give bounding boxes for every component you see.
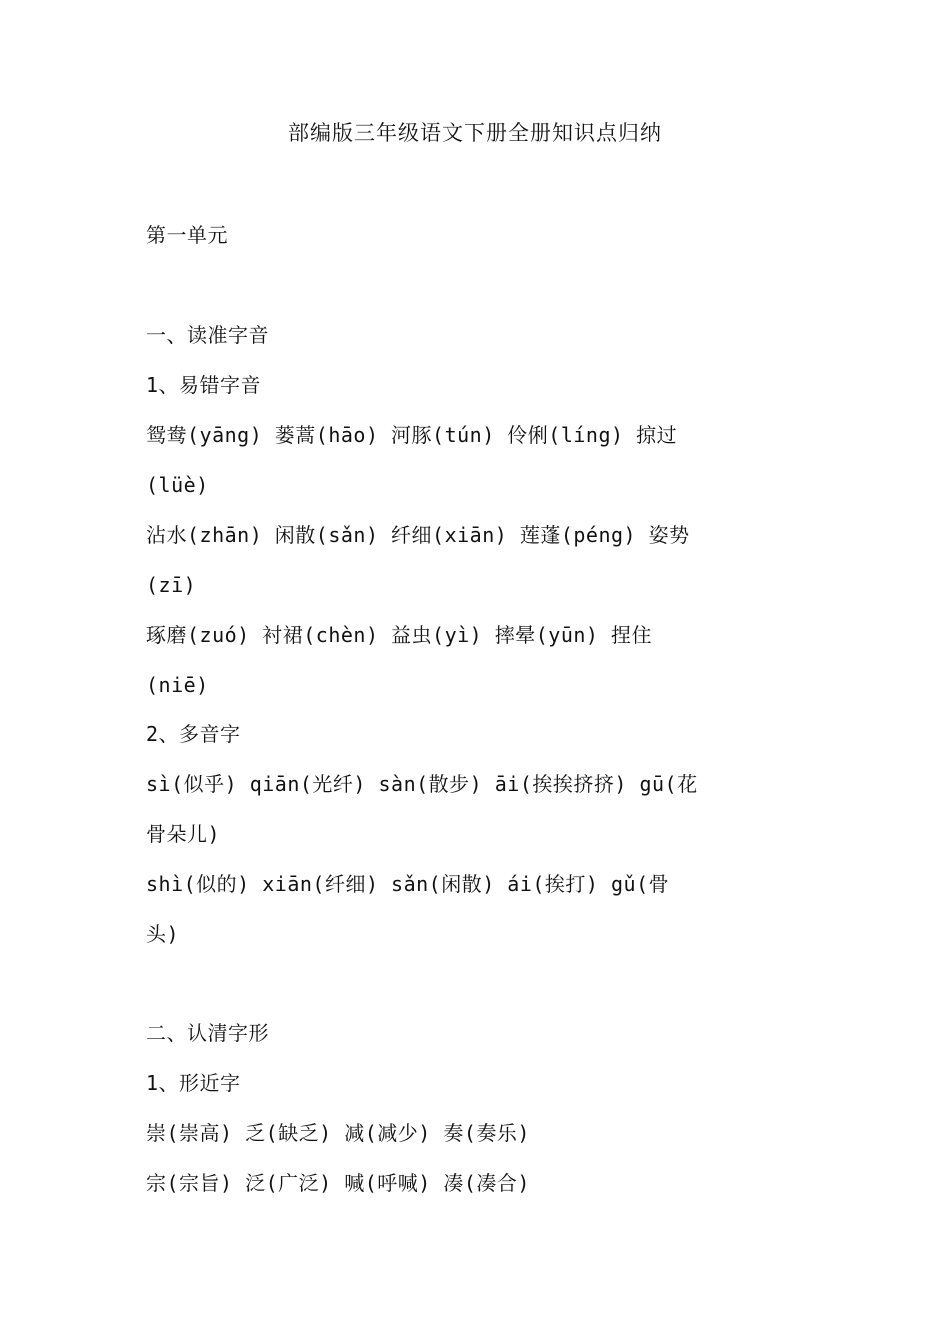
text-line: shì(似的) xiān(纤细) sǎn(闲散) ái(挨打) gǔ(骨: [146, 872, 670, 896]
text-line: 宗(宗旨) 泛(广泛) 喊(呼喊) 凑(凑合): [146, 1171, 530, 1195]
text-line: 鸳鸯(yāng) 蒌蒿(hāo) 河豚(tún) 伶俐(líng) 掠过: [146, 423, 678, 447]
text-line: (lüè): [146, 473, 209, 497]
unit-heading: 第一单元: [146, 223, 228, 247]
text-line: (niē): [146, 673, 209, 697]
text-line: 骨朵儿): [146, 822, 221, 846]
section-heading-character-forms: 二、认清字形: [146, 1021, 269, 1045]
text-line: (zī): [146, 573, 197, 597]
text-line: 沾水(zhān) 闲散(sǎn) 纤细(xiān) 莲蓬(péng) 姿势: [146, 523, 690, 547]
text-line: 头): [146, 922, 180, 946]
subsection-heading-polyphonic: 2、多音字: [146, 722, 241, 746]
text-line: 崇(崇高) 乏(缺乏) 减(减少) 奏(奏乐): [146, 1121, 530, 1145]
text-line: 琢磨(zuó) 衬裙(chèn) 益虫(yì) 摔晕(yūn) 捏住: [146, 623, 652, 647]
text-line: sì(似乎) qiān(光纤) sàn(散步) āi(挨挨挤挤) gū(花: [146, 772, 698, 796]
section-heading-pronunciation: 一、读准字音: [146, 323, 269, 347]
subsection-heading-error-prone: 1、易错字音: [146, 373, 262, 397]
document-title: 部编版三年级语文下册全册知识点归纳: [288, 121, 662, 145]
subsection-heading-similar-characters: 1、形近字: [146, 1071, 241, 1095]
